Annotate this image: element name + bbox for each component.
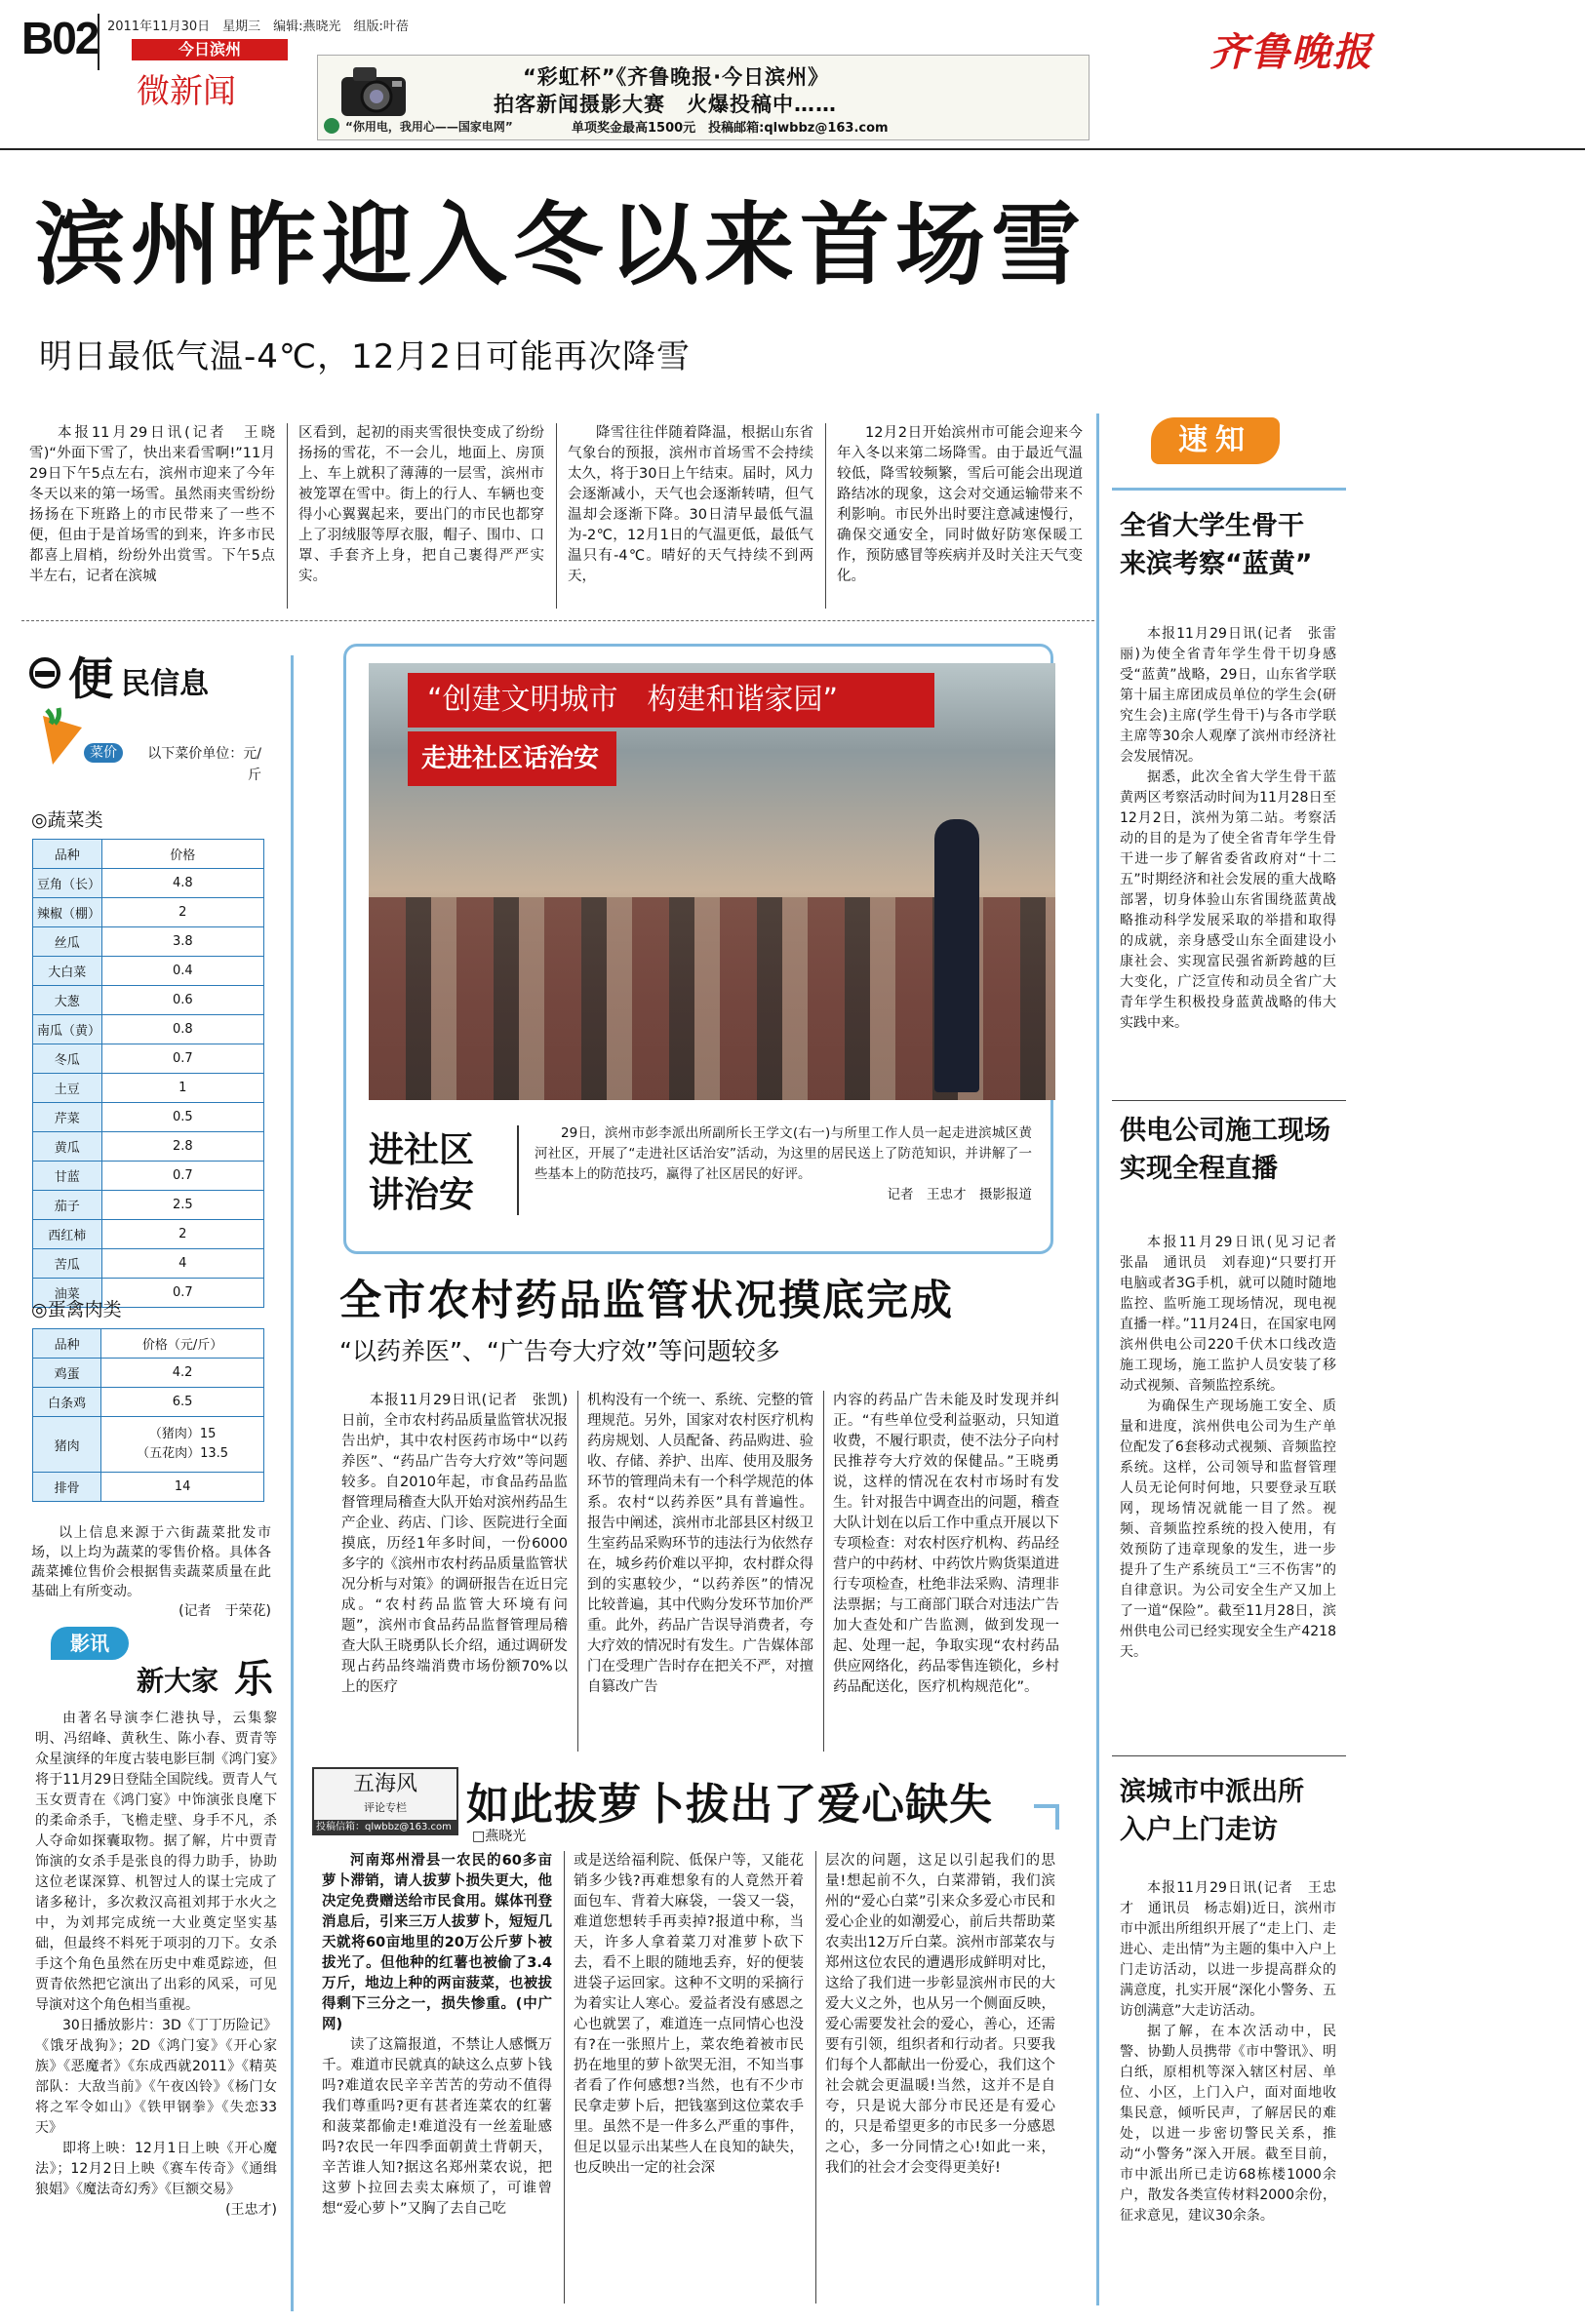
item-price-cell: 4: [101, 1249, 263, 1279]
table-row: [33, 898, 264, 927]
item-price-cell: 价格: [101, 840, 263, 869]
bianmin-icon: [29, 657, 60, 689]
lead-headline: 滨州昨迎入冬以来首场雪: [35, 192, 1088, 297]
item-name-cell: 西红柿: [33, 1220, 102, 1249]
item-price-cell: 2.5: [101, 1191, 263, 1220]
item-name-cell: 冬瓜: [33, 1044, 102, 1074]
table-row: [33, 1162, 264, 1191]
drug-subhead: “以药养医”、“广告夸大疗效”等问题较多: [339, 1337, 780, 1365]
sidebar-story-3-title: 滨城市中派出所 入户上门走访: [1120, 1777, 1304, 1845]
bianmin-title: 民信息: [121, 667, 209, 701]
meat-price-table: [32, 1328, 264, 1502]
table-row: [33, 869, 264, 898]
table-row: [33, 986, 264, 1015]
table-row: 排骨 14: [33, 1473, 264, 1502]
sidebar-story-2-body: 本报11月29日讯(见习记者 张晶 通讯员 刘春迎)“只要打开电脑或者3G手机，就可以随时随地监控、监听施工现场情况，现电视直播一样。”11月24日，在国家电网滨州供电公司220千伏木口线改造施工现场，施工监护人员安装了移动式视频、音频监控系统。 为确保生产现场施工安全、质量和进度，滨州供电公司为生产单位配发了6套移动式视频、音频监控系统。这样，公司领导和监督管理人员无论何时何地，只要登录互联网，现场情况就能一目了然。视频、音频监控系统的投入使用，有效预防了违章现象的发生，进一步提升了生产系统员工“三不伤害”的自律意识。为公司安全生产又加上了一道“保险”。截至11月28日，滨州供电公司已经实现安全生产4218天。: [1120, 1235, 1350, 1660]
item-price-cell: 2: [101, 898, 263, 927]
carrot-icon: [33, 706, 92, 768]
masthead-logo: 齐鲁晚报: [1209, 29, 1373, 75]
drug-headline: 全市农村药品监管状况摸底完成: [339, 1277, 954, 1325]
item-price-cell: 0.4: [101, 957, 263, 986]
officer-figure: [934, 819, 979, 1092]
item-price-cell: 0.7: [101, 1162, 263, 1191]
community-photo: [369, 663, 1055, 1100]
sidebar-story-1-title: 全省大学生骨干 来滨考察“蓝黄”: [1120, 511, 1313, 579]
item-name-cell: 苦瓜: [33, 1249, 102, 1279]
photo-banner: “创建文明城市 构建和谐家园”: [408, 673, 934, 728]
item-name-cell: 丝瓜: [33, 927, 102, 957]
table-header: [33, 840, 264, 869]
lead-column-3: 降雪往往伴随着降温，根据山东省气象台的预报，滨州市首场雪不会持续太久，将于30日上午结束。届时，风力会逐渐减小，天气也会逐渐转晴，但气温却会逐渐下降。30日清早最低气温为-2℃，12月1日的气温更低，最低气温只有-4℃。晴好的天气持续不到两天，: [568, 425, 813, 584]
drug-column-2: 机构没有一个统一、系统、完整的管理规范。另外，国家对农村医疗机构药房规划、人员配备、药品购进、验收、存储、养护、出库、使用及服务环节的管理尚未有一个科学规范的体系。农村“以药养医”具有普遍性。报告中阐述，滨州市北部县区村级卫生室药品采购环节的违法行为依然存在，城乡药价难以平抑，农村群众得到的实惠较少，“以药养医”的情况比较普遍，其中代购分发环节加价严重。此外，药品广告误导消费者，夸大疗效的情况时有发生。广告媒体部门在受理广告时存在把关不严，对擅自篡改广告: [587, 1393, 813, 1695]
table-row: [33, 1044, 264, 1074]
sidebar-story-1-body: 本报11月29日讯(记者 张雷丽)为使全省青年学生骨干切身感受“蓝黄”战略，29日，山东省学联第十届主席团成员单位的学生会(研究生会)主席(学生骨干)与各市学联主席等30余人观摩了滨州市经济社会发展情况。 据悉，此次全省大学生骨干蓝黄两区考察活动时间为11月28日至12月2日，滨州为第二站。考察活动的目的是为了使全省青年学生骨干进一步了解省委省政府对“十二五”时期经济和社会发展的重大战略部署，切身体验山东省围绕蓝黄战略推动科学发展采取的举措和取得的成就，亲身感受山东全面建设小康社会、实现富民强省新跨越的巨大变化，广泛宣传和动员全省广大青年学生积极投身蓝黄战略的伟大实践中来。: [1120, 626, 1336, 1031]
table-row: 鸡蛋 4.2: [33, 1359, 264, 1388]
table-row: [33, 1191, 264, 1220]
item-price-cell: 1: [101, 1074, 263, 1103]
item-name-cell: 豆角（长）: [33, 869, 102, 898]
item-price-cell: 3.8: [101, 927, 263, 957]
table-row: 猪肉 （猪肉）15 （五花肉）13.5: [33, 1417, 264, 1473]
movie-article: 由著名导演李仁港执导，云集黎明、冯绍峰、黄秋生、陈小春、贾青等众星演绎的年度古装电影巨制《鸿门宴》将于11月29日登陆全国院线。贾青人气玉女贾青在《鸿门宴》中饰演张良麾下的柔命杀手，飞檐走壁、身手不凡，杀人夺命如探囊取物。据了解，片中贾青饰演的女杀手是张良的得力助手，协助这位老谋深算、机智过人的谋士完成了诸多秘计，多次救汉高祖刘邦于水火之中，为刘邦完成统一大业奠定坚实基础，但最终不料死于项羽的刀下。女杀手这个角色虽然在历史中难觅踪迹，但贾青依然把它演出了出彩的风采，可见导演对这个角色相当重视。 30日播放影片：3D《丁丁历险记》《饿牙战狗》；2D《鸿门宴》《开心家族》《恶魔者》《东成西就2011》《精英部队：大敌当前》《午夜凶铃》《杨门女将之军令如山》《铁甲钢拳》《失恋33天》 即将上映：12月1日上映《开心魔法》；12月2日上映《赛车传奇》《通缉狼娼》《魔法奇幻秀》《巨额交易》 (王忠才): [35, 1711, 277, 2218]
veg-section-title: ◎蔬菜类: [31, 809, 103, 831]
commentary-column-2: 或是送给福利院、低保户等，又能花销多少钱?再难想象有的人竟然开着面包车、背着大麻袋，一袋又一袋，难道您想转手再卖掉?报道中称，当天，许多人拿着菜刀对准萝卜砍下去，看不上眼的随地丢弃，好的便装进袋子运回家。这种不文明的采摘行为着实让人寒心。爱益者没有感恩之心也就罢了，难道连一点同情心也没有?在一张照片上，菜农绝着被市民扔在地里的萝卜欲哭无泪，不知当事者看了作何感想?当然，也有不少市民拿走萝卜后，把钱塞到这位菜农手里。虽然不是一件多么严重的事件，但足以显示出某些人在良知的缺失，也反映出一定的社会深: [574, 1853, 804, 2176]
commentary-logo: 五海风 评论专栏: [312, 1767, 458, 1822]
table-row: [33, 927, 264, 957]
commentary-column-1: 河南郑州滑县一农民的60多亩萝卜滞销，请人拔萝卜损失更大，他决定免费赠送给市民食用。媒体刊登消息后，引来三万人拔萝卜，短短几天就将60亩地里的20万公斤萝卜被拔光了。但他种的红薯也被偷了3.4万斤，地边上种的两亩菠菜，也被拔得剩下三分之一，损失惨重。(中广网) 读了这篇报道，不禁让人感慨万千。难道市民就真的缺这么点萝卜钱吗?难道农民辛辛苦苦的劳动不值得我们尊重吗?更有甚者连菜农的红薯和菠菜都偷走!难道没有一丝羞耻感吗?农民一年四季面朝黄土背朝天，辛苦谁人知?据这名郑州菜农说，把这萝卜拉回去卖太麻烦了，可谁曾想“爱心萝卜”又胸了去自己吃: [322, 1853, 552, 2217]
item-price-cell: 2: [101, 1220, 263, 1249]
item-price-cell: 4.8: [101, 869, 263, 898]
lead-column-4: 12月2日开始滨州市可能会迎来今年入冬以来第二场降雪。由于最近气温较低，降雪较频繁，雪后可能会出现道路结冰的现象，这会对交通运输带来不利影响。市民外出时要注意减速慢行，确保交通安全，同时做好防寒保暖工作，预防感冒等疾病并及时关注天气变化。: [837, 425, 1083, 584]
banner-line-2: 拍客新闻摄影大赛 火爆投稿中……: [494, 93, 837, 116]
banner-prize: 单项奖金最高1500元 投稿邮箱:qlwbbz@163.com: [572, 121, 889, 136]
price-tag: 菜价: [84, 743, 123, 763]
banner-line-1: “彩虹杯”《齐鲁晚报·今日滨州》: [523, 65, 830, 89]
table-row: [33, 1103, 264, 1132]
photo-caption: 29日，滨州市彭李派出所副所长王学文(右一)与所里工作人员一起走进滨城区黄河社区，开展了“走进社区话治安”活动，为这里的居民送上了防范知识，并讲解了一些基本上的防范技巧，赢得了社区居民的好评。 记者 王忠才 摄影报道: [535, 1125, 1032, 1202]
item-price-cell: 0.6: [101, 986, 263, 1015]
item-name-cell: 南瓜（黄）: [33, 1015, 102, 1044]
commentary-column-3: 层次的问题，这足以引起我们的思量!想起前不久，白菜滞销，我们滨州的“爱心白菜”引来众多爱心市民和爱心企业的如潮爱心，前后共帮助菜农卖出12万斤白菜。滨州市部菜农与郑州这位农民的遭遇形成鲜明对比，这给了我们进一步彰显滨州市民的大爱大义之外，也从另一个侧面反映，爱心需要发社会的爱心，善心，还需要有引领，组织者和行动者。只要我们每个人都献出一份爱心，我们这个社会就会更温暖!当然，这并不是自夸，只是说大部分市民还是有爱心的，只是希望更多的市民多一分感恩之心，多一分同情之心!如此一来，我们的社会才会变得更美好!: [825, 1853, 1055, 2176]
section-label: 今日滨州: [132, 39, 288, 60]
table-row: [33, 957, 264, 986]
item-name-cell: 品种: [33, 840, 102, 869]
sidebar-story-2-title: 供电公司施工现场 实现全程直播: [1120, 1116, 1330, 1184]
item-name-cell: 黄瓜: [33, 1132, 102, 1162]
table-header: 品种 价格（元/斤）: [33, 1329, 264, 1359]
commentary-email: 投稿信箱：qlwbbz@163.com: [312, 1820, 458, 1835]
sidebar-story-3-body: 本报11月29日讯(记者 王忠才 通讯员 杨志娟)近日，滨州市市中派出所组织开展了“走上门、走进心、走出情”为主题的集中入户上门走访活动，以进一步提高群众的满意度，扎实开展“深化小警务、五访创满意”大走访活动。 据了解，在本次活动中，民警、协勤人员携带《市中警讯》、明白纸，原相机等深入辖区村居、单位、小区，上门入户，面对面地收集民意，倾听民声，了解居民的难处，以进一步密切警民关系，推动“小警务”深入开展。截至目前，市中派出所已走访68栋楼1000余户，散发各类宣传材料2000余份，征求意见，建议30余条。: [1120, 1880, 1336, 2224]
dateline: 2011年11月30日 星期三 编辑:燕晓光 组版:叶蓓: [107, 20, 409, 34]
item-price-cell: 0.7: [101, 1279, 263, 1308]
item-name-cell: 大白菜: [33, 957, 102, 986]
egg-section-title: ◎蛋禽肉类: [31, 1299, 122, 1320]
commentary-headline: 如此拔萝卜拔出了爱心缺失: [466, 1780, 993, 1830]
drug-column-3: 内容的药品广告未能及时发现并纠正。“有些单位受利益驱动，只知道收费，不履行职责，使不法分子向村民推荐夸大疗效的保健品。”王晓勇说，这样的情况在农村市场时有发生。针对报告中调查出的问题，稽查大队计划在以后工作中重点开展以下专项检查：对农村医疗机构、药品经营户的中药材、中药饮片购货渠道进行专项检查，杜绝非法采购、清理非法票据；与工商部门联合对违法广告加大查处和广告监测，做到发现一起、处理一起，争取实现“农村药品供应网络化，药品零售连锁化，乡村药品配送化，医疗机构规范化”。: [833, 1393, 1059, 1695]
drug-column-1: 本报11月29日讯(记者 张凯)日前，全市农村药品质量监管状况报告出炉，其中农村医药市场中“以药养医”、“药品广告夸大疗效”等问题较多。自2010年起，市食品药品监督管理局稽查大队开始对滨州药品生产企业、药店、门诊、医院进行全面摸底，历经1年多时间，一份6000多字的《滨州市农村药品质量监管状况分析与对策》的调研报告在近日完成。“农村药品监管大环境有问题”，滨州市食品药品监督管理局稽查大队王晓勇队长介绍，通过调研发现占药品终端消费市场份额70%以上的医疗: [341, 1393, 568, 1695]
camera-icon: [336, 61, 419, 120]
section-title: 微新闻: [137, 72, 236, 111]
item-price-cell: 0.5: [101, 1103, 263, 1132]
grid-logo-icon: [324, 118, 339, 134]
item-name-cell: 芹菜: [33, 1103, 102, 1132]
item-price-cell: 0.7: [101, 1044, 263, 1074]
lead-column-2: 区看到，起初的雨夹雪很快变成了纷纷扬扬的雪花，不一会儿，地面上、房顶上、车上就积了薄薄的一层雪，滨州市被笼罩在雪中。街上的行人、车辆也变得小心翼翼起来，要出门的市民也都穿上了羽绒服等厚衣服，帽子、围巾、口罩、手套齐上身，把自己裹得严严实实。: [298, 425, 544, 584]
veg-price-table: [32, 839, 264, 1308]
item-name-cell: 油菜: [33, 1279, 102, 1308]
item-price-cell: 0.8: [101, 1015, 263, 1044]
item-name-cell: 甘蓝: [33, 1162, 102, 1191]
movie-title: 新大家: [137, 1665, 219, 1697]
table-row: 白条鸡 6.5: [33, 1388, 264, 1417]
lead-column-1: 本报11月29日讯(记者 王晓雪)“外面下雪了，快出来看雪啊!”11月29日下午5点左右，滨州市迎来了今年冬天以来的第一场雪。虽然雨夹雪纷纷扬扬在下班路上的市民带来了一些不便，但由于是首场雪的到来，许多市民都喜上眉梢，纷纷外出赏雪。下午5点半左右，记者在滨城: [29, 425, 275, 584]
item-name-cell: 茄子: [33, 1191, 102, 1220]
sidebar-tag: 速知: [1151, 417, 1280, 464]
lead-subhead: 明日最低气温-4℃，12月2日可能再次降雪: [39, 337, 691, 376]
table-row: [33, 1132, 264, 1162]
item-name-cell: 土豆: [33, 1074, 102, 1103]
table-row: [33, 1015, 264, 1044]
table-row: [33, 1074, 264, 1103]
photo-banner-2: 走进社区话治安: [408, 731, 616, 786]
unit-note: 以下菜价单位：元/斤: [147, 746, 261, 783]
contest-banner: [317, 55, 1090, 140]
commentary-corner: [1034, 1804, 1059, 1830]
banner-slogan: “你用电，我用心——国家电网”: [345, 120, 513, 134]
table-row: [33, 1249, 264, 1279]
movie-tag: 影讯: [51, 1627, 129, 1660]
table-row: [33, 1220, 264, 1249]
item-price-cell: 2.8: [101, 1132, 263, 1162]
item-name-cell: 辣椒（棚）: [33, 898, 102, 927]
price-source-note: 以上信息来源于六街蔬菜批发市场，以上均为蔬菜的零售价格。具体各蔬菜摊位售价会根据售卖蔬菜质量在此基础上有所变动。 (记者 于荣花): [31, 1525, 271, 1619]
movie-title-char: 乐: [234, 1656, 273, 1702]
photo-title: 进社区 讲治安: [369, 1129, 475, 1215]
commentary-byline: □燕晓光: [472, 1829, 527, 1844]
item-name-cell: 大葱: [33, 986, 102, 1015]
bianmin-title-char: 便: [68, 652, 113, 705]
page-number: B02: [21, 13, 99, 63]
